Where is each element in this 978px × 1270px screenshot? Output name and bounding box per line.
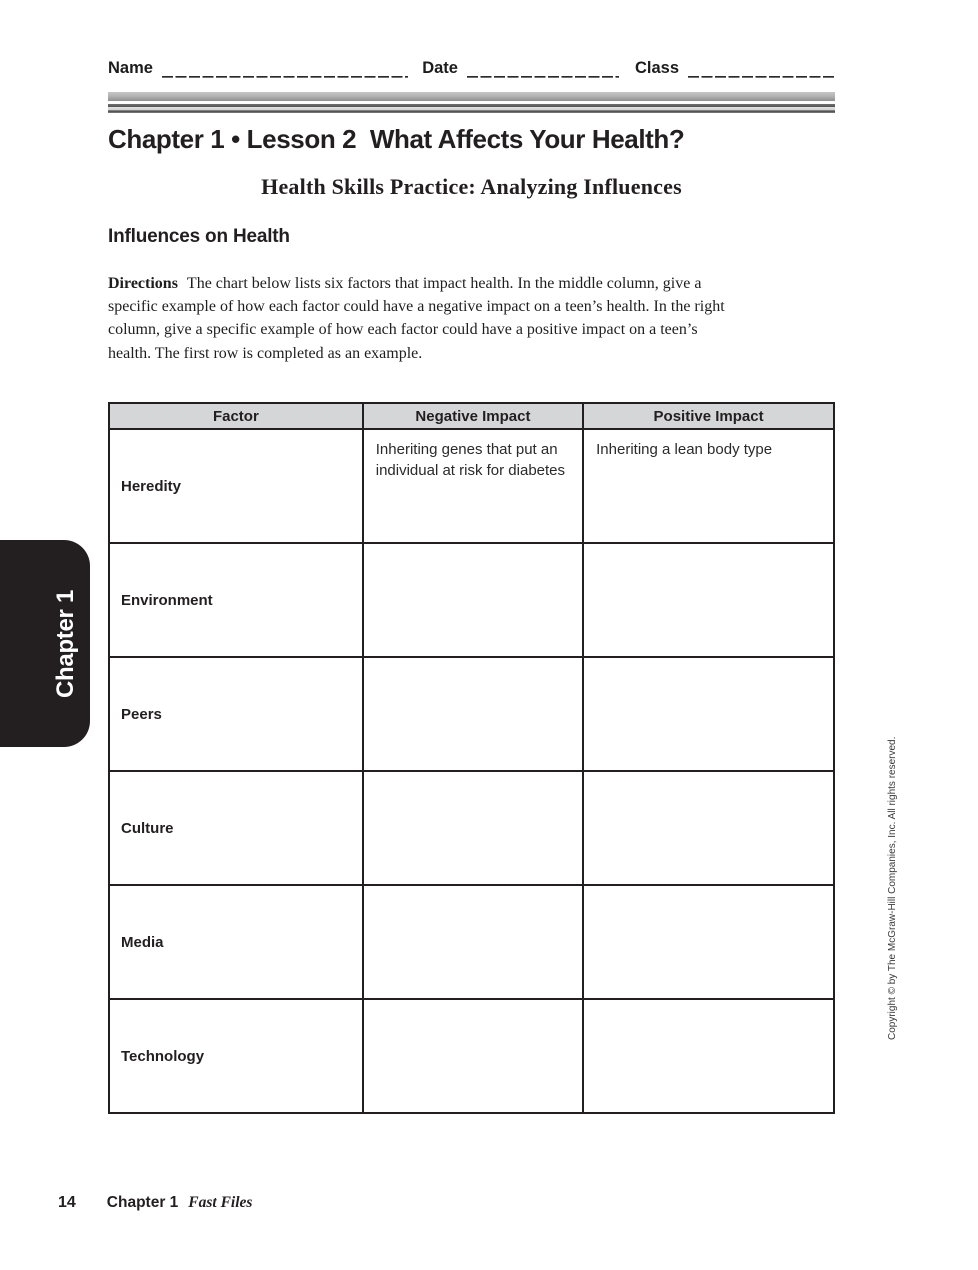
negative-impact-answer-cell[interactable] xyxy=(363,771,583,885)
positive-impact-answer-cell[interactable] xyxy=(583,543,834,657)
factor-label: Peers xyxy=(109,657,363,771)
lesson-title: Chapter 1 • Lesson 2 What Affects Your Health? xyxy=(108,124,685,154)
footer-book-title: Fast Files xyxy=(188,1194,253,1211)
negative-impact-answer-cell[interactable] xyxy=(363,657,583,771)
directions-text: The chart below lists six factors that impact health. In the middle column, give a specific example of how each factor could have a negative impact on a teen’s health. In the right column, give a specific example of how each factor could have a positive impact on a teen’s health. The first row is completed as an example. xyxy=(108,275,725,362)
positive-impact-answer-cell[interactable] xyxy=(583,771,834,885)
table-row-environment xyxy=(109,543,834,657)
class-label: Class xyxy=(634,59,679,77)
copyright-notice: Copyright © by The McGraw-Hill Companies, Inc. All rights reserved. xyxy=(887,736,898,1040)
table-row-peers xyxy=(109,657,834,771)
date-blank-field[interactable] xyxy=(467,58,619,78)
date-label: Date xyxy=(422,59,458,77)
positive-impact-example-cell: Inheriting a lean body type xyxy=(583,429,834,543)
factor-label: Culture xyxy=(109,771,363,885)
rule-band-thick xyxy=(108,92,835,101)
negative-impact-answer-cell[interactable] xyxy=(363,543,583,657)
factor-label: Media xyxy=(109,885,363,999)
influences-table xyxy=(108,402,835,1114)
rule-band-bottom xyxy=(108,110,835,114)
directions-label: Directions xyxy=(108,275,178,292)
header-fill-in-line xyxy=(108,54,835,78)
name-label: Name xyxy=(108,59,153,77)
column-header-positive-impact: Positive Impact xyxy=(583,403,834,429)
class-blank-field[interactable] xyxy=(688,58,835,78)
positive-impact-answer-cell[interactable] xyxy=(583,885,834,999)
chapter-side-tab-label: Chapter 1 xyxy=(52,589,79,698)
directions-paragraph xyxy=(108,272,740,365)
name-blank-field[interactable] xyxy=(162,58,408,78)
table-row-technology xyxy=(109,999,834,1113)
positive-impact-answer-cell[interactable] xyxy=(583,657,834,771)
negative-impact-example-cell: Inheriting genes that put an individual at risk for diabetes xyxy=(363,429,583,543)
positive-impact-answer-cell[interactable] xyxy=(583,999,834,1113)
skills-practice-subtitle: Health Skills Practice: Analyzing Influences xyxy=(261,174,682,199)
section-heading: Influences on Health xyxy=(108,226,290,247)
page-number: 14 xyxy=(58,1194,76,1211)
chapter-side-tab xyxy=(0,540,90,747)
factor-label: Environment xyxy=(109,543,363,657)
table-row-culture xyxy=(109,771,834,885)
table-header-row xyxy=(109,403,834,429)
negative-impact-answer-cell[interactable] xyxy=(363,885,583,999)
negative-impact-answer-cell[interactable] xyxy=(363,999,583,1113)
footer-chapter-label: Chapter 1 xyxy=(106,1194,179,1211)
column-header-negative-impact: Negative Impact xyxy=(363,403,583,429)
column-header-factor: Factor xyxy=(109,403,363,429)
factor-label: Heredity xyxy=(109,429,363,543)
table-row-heredity xyxy=(109,429,834,543)
decorative-double-rule xyxy=(108,92,835,113)
page-footer xyxy=(58,1194,252,1212)
factor-label: Technology xyxy=(109,999,363,1113)
table-row-media xyxy=(109,885,834,999)
